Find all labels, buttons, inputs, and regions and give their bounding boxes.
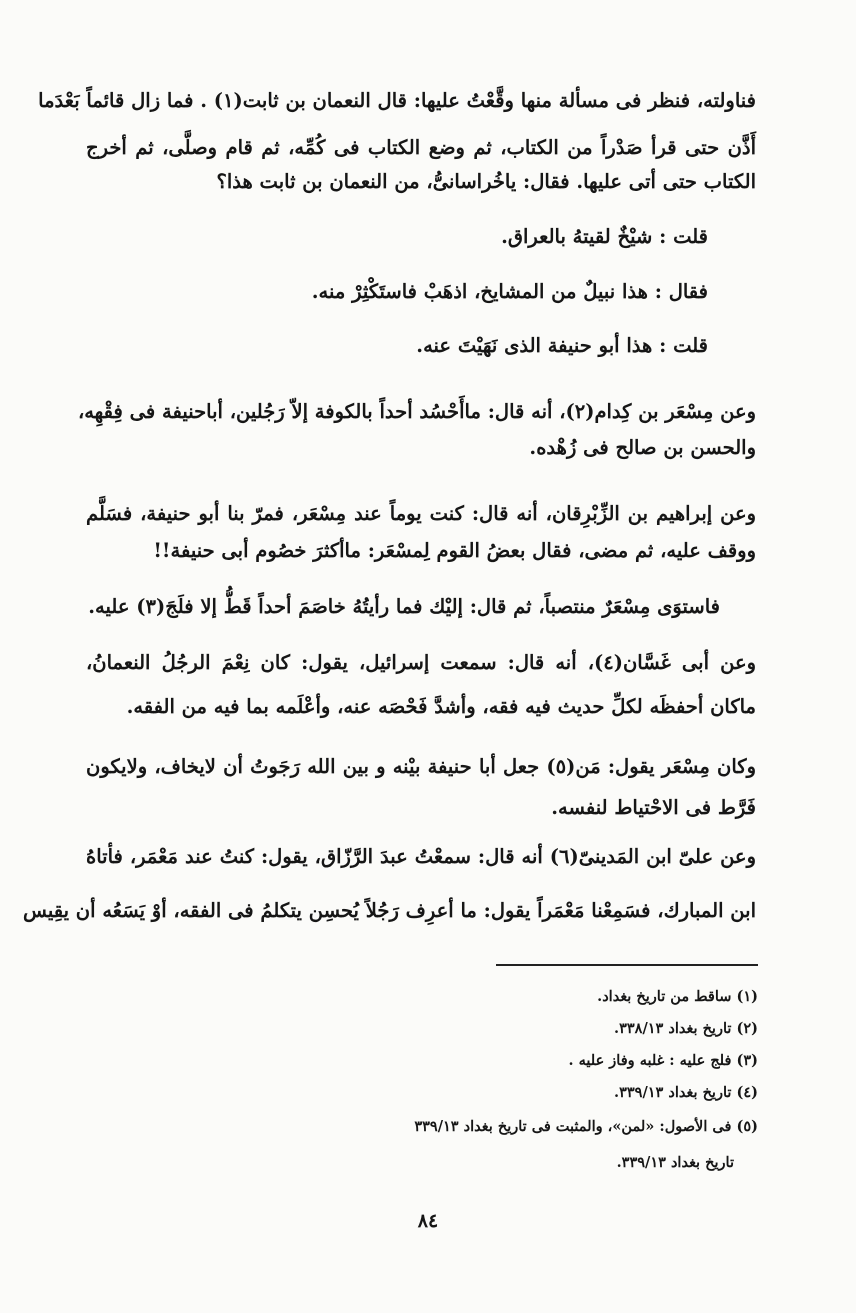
text-line-2: أَذَّن حتى قرأ صَدْراً من الكتاب، ثم وضع الكتاب فى كُمِّه، ثم قام وصلَّى، ثم أخرج	[86, 136, 756, 159]
page-number: ٨٤	[417, 1210, 439, 1232]
footnote-separator	[496, 964, 758, 966]
text-line-16: وعن علىّ ابن المَدينىّ(٦) أنه قال: سمعْتُ عبدَ الرَّزّاق، يقول: كنتُ عند مَعْمَر، فأتاهُ	[86, 845, 756, 868]
text-line-1: فناولته، فنظر فى مسألة منها وقَّعْتُ عليها: قال النعمان بن ثابت(١) . فما زال قائماً بَعْدَما	[38, 89, 756, 112]
text-line-11: فاستوَى مِسْعَرٌ منتصباً، ثم قال: إليْك فما رأيتُهُ خاصَمَ أحداً قَطُّ إلا فلَجَ(٣) عليه.	[88, 595, 720, 618]
footnote-4: (٤) تاريخ بغداد ٣٣٩/١٣.	[614, 1084, 758, 1101]
footnote-1: (١) ساقط من تاريخ بغداد.	[597, 988, 758, 1005]
text-line-4: قلت : شيْخٌ لقيتهُ بالعراق.	[501, 225, 708, 248]
footnote-5-continued: تاريخ بغداد ٣٣٩/١٣.	[616, 1154, 734, 1171]
text-line-7: وعن مِسْعَر بن كِدام(٢)، أنه قال: ماأَحْسُد أحداً بالكوفة إلاّ رَجُلين، أباحنيفة فى فِقْهِه،	[77, 400, 756, 423]
footnote-5: (٥) فى الأصول: «لمن»، والمثبت فى تاريخ بغداد ٣٣٩/١٣	[414, 1118, 758, 1135]
text-line-10: ووقف عليه، ثم مضى، فقال بعضُ القوم لِمسْعَر: ماأكثرَ خصُوم أبى حنيفة!!	[153, 539, 756, 562]
text-line-15: فَرَّط فى الاحْتياط لنفسه.	[551, 796, 756, 819]
text-line-14: وكان مِسْعَر يقول: مَن(٥) جعل أبا حنيفة بيْنه و بين الله رَجَوتُ أن لايخاف، ولايكون	[86, 755, 756, 778]
footnote-3: (٣) فلج عليه : غلبه وفاز عليه .	[568, 1052, 758, 1069]
text-line-3: الكتاب حتى أتى عليها. فقال: ياخُراسانىُّ، من النعمان بن ثابت هذا؟	[216, 170, 756, 193]
text-line-8: والحسن بن صالح فى زُهْده.	[529, 436, 756, 459]
text-line-17: ابن المبارك، فسَمِعْنا مَعْمَراً يقول: ما أعرِف رَجُلاً يُحسِن يتكلمُ فى الفقه، أوْ يَسَعُه أن يقِيس	[22, 899, 756, 922]
text-line-6: قلت : هذا أبو حنيفة الذى نَهَيْتَ عنه.	[416, 334, 708, 357]
text-line-9: وعن إبراهيم بن الزِّبْرِقان، أنه قال: كنت يوماً عند مِسْعَر، فمرّ بنا أبو حنيفة، فسَلَّم	[86, 502, 756, 525]
text-line-12: وعن أبى غَسَّان(٤)، أنه قال: سمعت إسرائيل، يقول: كان نِعْمَ الرجُلُ النعمانُ،	[86, 651, 757, 674]
text-line-13: ماكان أحفظَه لكلِّ حديث فيه فقه، وأشدَّ فَحْصَه عنه، وأعْلَمه بما فيه من الفقه.	[126, 695, 756, 718]
footnote-2: (٢) تاريخ بغداد ٣٣٨/١٣.	[614, 1020, 758, 1037]
text-line-5: فقال : هذا نبيلٌ من المشايخ، اذهَبْ فاستَكْثِرْ منه.	[311, 280, 708, 303]
